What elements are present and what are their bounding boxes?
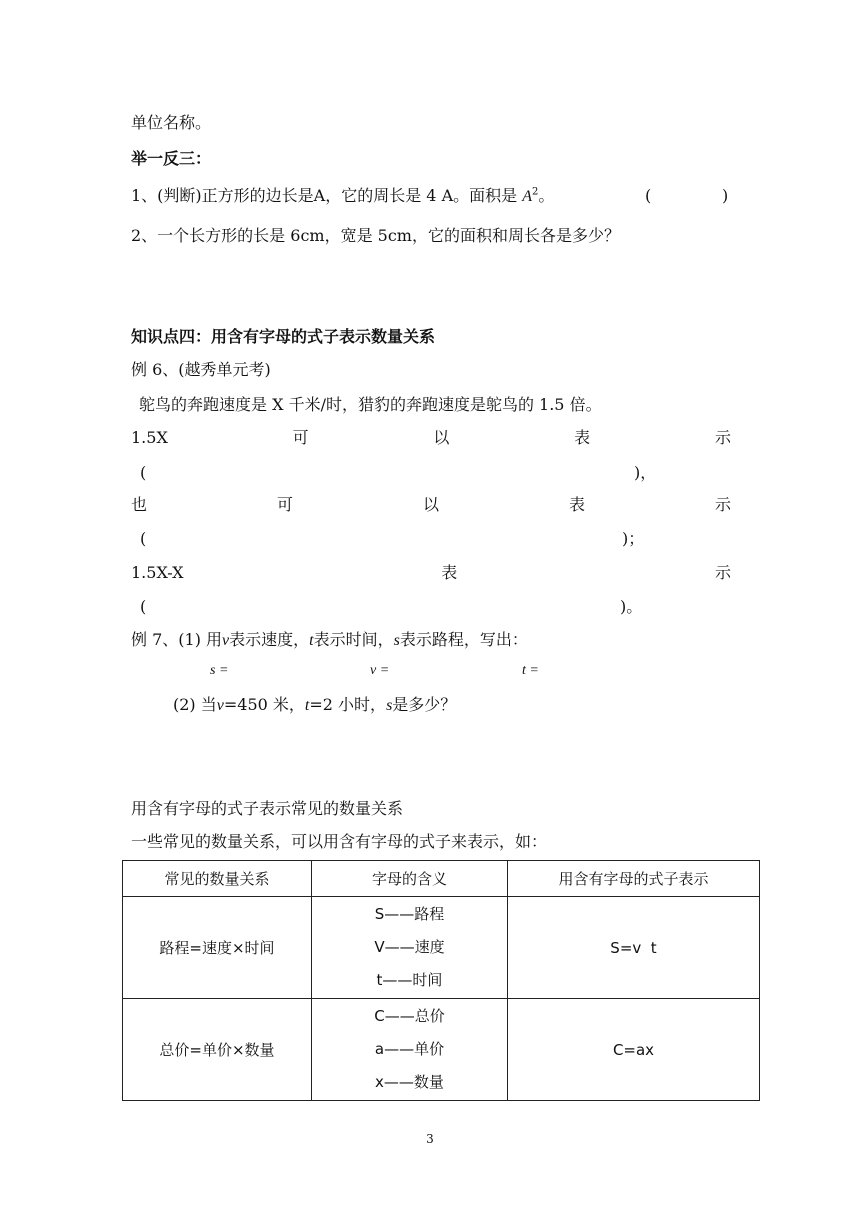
relations-table — [122, 860, 760, 1101]
fill-word: 也 — [131, 495, 148, 514]
fill-word: 可 — [276, 495, 293, 514]
table-header-row — [123, 861, 760, 897]
definition-line: x——数量 — [375, 1073, 444, 1091]
question-2: 2、一个长方形的长是 6cm，宽是 5cm，它的面积和周长各是多少？ — [131, 226, 620, 245]
fill-word: 1.5X — [131, 428, 168, 447]
fill-line-2 — [131, 494, 731, 516]
q1-end: 。 — [538, 186, 555, 205]
formula-s: s = — [210, 663, 229, 678]
var-v: v — [222, 632, 230, 649]
blank-1-close: )， — [634, 463, 657, 482]
definition-line: V——速度 — [374, 938, 445, 956]
relation-cell: 总价=单价×数量 — [123, 999, 312, 1101]
fill-line-3 — [131, 562, 731, 584]
q1-text: 1、(判断)正方形的边长是A，它的周长是 4 A。面积是 — [131, 186, 518, 205]
definition-line: a——单价 — [374, 1040, 445, 1058]
ex7-text: 表示速度， — [229, 630, 310, 649]
blank-3-open: ( — [140, 597, 147, 616]
example-7-part-2 — [173, 694, 456, 717]
definition-cell — [312, 999, 508, 1101]
ex7-text: 例 7、(1) 用 — [131, 630, 223, 649]
table-header: 常见的数量关系 — [123, 861, 312, 897]
example-7-part-1 — [131, 629, 528, 652]
definition-line: S——路程 — [374, 905, 445, 923]
fill-word: 示 — [714, 428, 731, 447]
fill-word: 表 — [568, 495, 585, 514]
ex7-text: 是多少？ — [392, 695, 457, 714]
intro-tail: 单位名称。 — [131, 113, 212, 132]
var-s: s — [386, 697, 393, 714]
blank-1-open: ( — [140, 463, 147, 482]
fill-line-1 — [131, 427, 731, 449]
fill-word: 表 — [441, 563, 458, 582]
q1-var: A — [522, 188, 533, 205]
definition-cell — [312, 897, 508, 999]
formula-v: v = — [370, 663, 390, 678]
blank-3-close: )。 — [620, 597, 643, 616]
practice-heading: 举一反三： — [131, 149, 212, 168]
fill-word: 以 — [422, 495, 439, 514]
fill-word: 可 — [292, 428, 309, 447]
ex7-text: 表示时间， — [313, 630, 394, 649]
relation-cell: 路程=速度×时间 — [123, 897, 312, 999]
var-t: t — [309, 632, 314, 649]
fill-word: 以 — [433, 428, 450, 447]
formula-cell: C=ax — [508, 999, 760, 1101]
formula-t: t = — [522, 663, 539, 678]
var-s: s — [393, 632, 400, 649]
blank-2-close: )； — [622, 529, 645, 548]
example-6-stem: 鸵鸟的奔跑速度是 X 千米/时，猎豹的奔跑速度是鸵鸟的 1.5 倍。 — [139, 395, 602, 414]
var-v: v — [216, 697, 224, 714]
ex7-text: =2 小时， — [309, 695, 387, 714]
question-1 — [131, 185, 554, 208]
definition-line: t——时间 — [376, 971, 443, 989]
q1-paren-close: ) — [722, 186, 729, 205]
summary-intro: 一些常见的数量关系，可以用含有字母的式子来表示，如： — [131, 832, 548, 851]
table-header: 用含有字母的式子表示 — [508, 861, 760, 897]
fill-word: 示 — [714, 495, 731, 514]
formula-cell: S=v t — [508, 897, 760, 999]
page-number: 3 — [426, 1132, 434, 1146]
ex7-text: 表示路程，写出： — [399, 630, 528, 649]
ex7-text: =450 米， — [223, 695, 305, 714]
table-row — [123, 897, 760, 999]
fill-word: 表 — [574, 428, 591, 447]
definition-line: C——总价 — [374, 1007, 445, 1025]
ex7-text: (2) 当 — [173, 695, 217, 714]
example-6-title: 例 6、(越秀单元考) — [131, 360, 271, 379]
table-header: 字母的含义 — [312, 861, 508, 897]
q1-paren-open: ( — [645, 186, 652, 205]
kp4-heading: 知识点四：用含有字母的式子表示数量关系 — [131, 327, 436, 346]
fill-word: 1.5X-X — [131, 563, 184, 582]
var-t: t — [304, 697, 310, 714]
blank-2-open: ( — [140, 529, 147, 548]
summary-title: 用含有字母的式子表示常见的数量关系 — [131, 799, 404, 818]
q1-exp: 2 — [532, 186, 539, 198]
fill-word: 示 — [714, 563, 731, 582]
table-row — [123, 999, 760, 1101]
